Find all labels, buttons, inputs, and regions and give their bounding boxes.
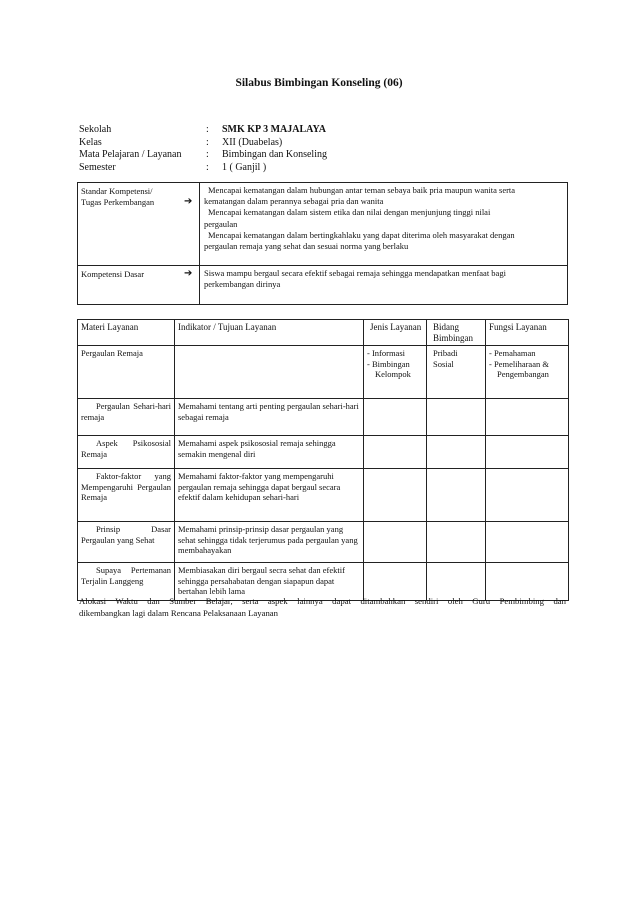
standar-line: kematangan dalam perannya sebagai pria dan wanita xyxy=(204,196,384,207)
header-jenis: Jenis Layanan xyxy=(364,320,427,346)
info-row-semester xyxy=(79,162,327,175)
standar-line: Mencapai kematangan dalam bertingkahlaku yang dapat diterima oleh masyarakat dengan xyxy=(208,229,515,240)
jenis-item: Kelompok xyxy=(375,369,411,379)
table-row xyxy=(78,346,569,399)
table-row xyxy=(78,436,569,469)
cell-indikator: Membiasakan diri bergaul secra sehat dan efektif sehingga persahabatan dengan siapapun dapat bertahan lebih lama xyxy=(175,563,364,601)
document-title: Silabus Bimbingan Konseling (06) xyxy=(235,77,403,89)
info-value: 1 ( Ganjil ) xyxy=(222,161,267,173)
info-row-kelas xyxy=(79,137,327,150)
info-value: SMK KP 3 MAJALAYA xyxy=(222,124,326,135)
cell-bidang xyxy=(427,346,486,399)
info-colon: : xyxy=(206,161,209,173)
cell-materi: Pergaulan Remaja xyxy=(78,346,175,399)
cell-indikator xyxy=(175,346,364,399)
cell-indikator: Memahami tentang arti penting pergaulan sehari-hari sebagai remaja xyxy=(175,399,364,436)
info-key: Semester xyxy=(79,161,116,173)
cell-indikator: Memahami aspek psikososial remaja sehingga semakin mengenal diri xyxy=(175,436,364,469)
info-key: Sekolah xyxy=(79,124,112,135)
standar-line: Mencapai kematangan dalam hubungan antar teman sebaya baik pria maupun wanita serta xyxy=(208,185,516,195)
standar-line: pergaulan xyxy=(204,218,238,229)
standar-content xyxy=(204,185,564,252)
footer-line: Alokasi Waktu dan Sumber Belajar, serta aspek lainnya dapat ditambahkan sendiri oleh Guru Pembimbing dan xyxy=(79,596,566,606)
school-info xyxy=(79,124,327,174)
cell-materi: Supaya Pertemanan Terjalin Langgeng xyxy=(78,563,175,601)
cell-jenis xyxy=(364,346,427,399)
cell-indikator: Memahami prinsip-prinsip dasar pergaulan yang sehat sehingga tidak terjerumus pada pergaulan yang membahayakan xyxy=(175,522,364,563)
cell-empty xyxy=(427,469,486,522)
info-colon: : xyxy=(206,136,209,148)
cell-empty xyxy=(364,522,427,563)
kompetensi-line: perkembangan dirinya xyxy=(204,279,281,290)
header-bidang: Bidang Bimbingan xyxy=(427,320,486,346)
kompetensi-line: Siswa mampu bergaul secara efektif sebagai remaja sehingga mendapatkan menfaat bagi xyxy=(204,268,506,278)
table-row xyxy=(78,469,569,522)
cell-empty xyxy=(364,469,427,522)
syllabus-table xyxy=(77,319,569,601)
cell-indikator: Memahami faktor-faktor yang mempengaruhi pergaulan remaja sehingga dapat bergaul secara efektif dalam kehidupan sehari-hari xyxy=(175,469,364,522)
cell-empty xyxy=(486,399,569,436)
cell-empty xyxy=(486,436,569,469)
header-materi: Materi Layanan xyxy=(78,320,175,346)
info-value: XII (Duabelas) xyxy=(222,136,283,148)
table-row xyxy=(78,399,569,436)
divider xyxy=(199,183,200,304)
cell-materi: Faktor-faktor yang Mempengaruhi Pergaulan Remaja xyxy=(78,469,175,522)
jenis-item: - Informasi xyxy=(367,348,406,358)
cell-empty xyxy=(364,436,427,469)
cell-empty xyxy=(486,522,569,563)
cell-empty xyxy=(486,469,569,522)
info-key: Mata Pelajaran / Layanan xyxy=(79,149,182,160)
standar-line: pergaulan remaja yang sehat dan sesuai norma yang berlaku xyxy=(204,241,409,252)
info-row-sekolah xyxy=(79,124,327,137)
footer-line: dikembangkan lagi dalam Rencana Pelaksanaan Layanan xyxy=(79,608,279,618)
kompetensi-label: Kompetensi Dasar xyxy=(81,269,145,279)
cell-materi: Aspek Psikososial Remaja xyxy=(78,436,175,469)
fungsi-item: - Pemeliharaan & xyxy=(489,358,549,369)
cell-empty xyxy=(427,399,486,436)
info-colon: : xyxy=(206,124,209,135)
cell-empty xyxy=(427,522,486,563)
arrow-right-icon: ➔ xyxy=(184,196,193,207)
cell-materi: Prinsip Dasar Pergaulan yang Sehat xyxy=(78,522,175,563)
jenis-item: - Bimbingan xyxy=(367,358,410,369)
cell-fungsi xyxy=(486,346,569,399)
divider xyxy=(78,265,567,266)
bidang-item: Sosial xyxy=(433,358,454,369)
info-key: Kelas xyxy=(79,136,102,148)
standar-label-2: Tugas Perkembangan xyxy=(81,197,155,207)
header-fungsi: Fungsi Layanan xyxy=(486,320,569,346)
footer-note xyxy=(79,595,566,619)
cell-empty xyxy=(427,436,486,469)
fungsi-item: Pengembangan xyxy=(497,369,549,379)
standar-line: Mencapai kematangan dalam sistem etika dan nilai dengan menjunjung tinggi nilai xyxy=(208,207,491,218)
info-colon: : xyxy=(206,149,209,160)
arrow-right-icon: ➔ xyxy=(184,268,193,279)
competency-box xyxy=(77,182,568,305)
kompetensi-content xyxy=(204,268,564,290)
table-row xyxy=(78,522,569,563)
cell-materi: Pergaulan Sehari-hari remaja xyxy=(78,399,175,436)
info-row-mapel xyxy=(79,149,327,162)
cell-empty xyxy=(364,399,427,436)
header-indikator: Indikator / Tujuan Layanan xyxy=(175,320,364,346)
info-value: Bimbingan dan Konseling xyxy=(222,149,327,160)
standar-label-1: Standar Kompetensi/ xyxy=(81,186,153,196)
fungsi-item: - Pemahaman xyxy=(489,348,536,358)
bidang-item: Pribadi xyxy=(433,348,458,358)
table-header-row xyxy=(78,320,569,346)
